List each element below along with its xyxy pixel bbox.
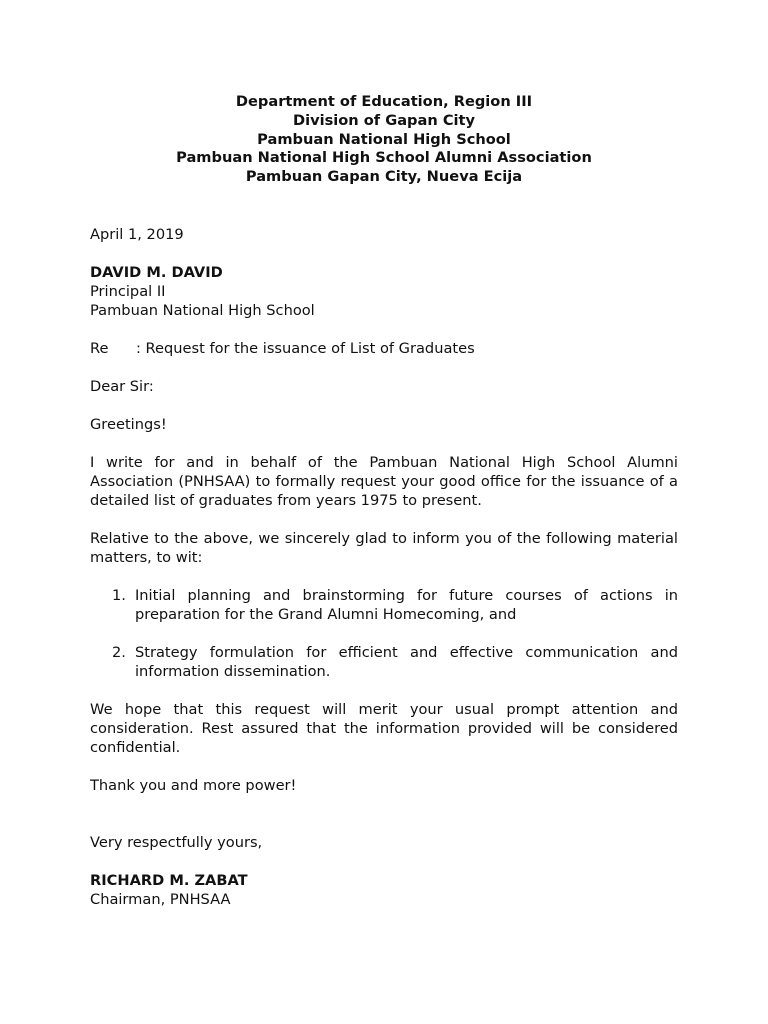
list-item-text: Initial planning and brainstorming for future courses of actions in preparation for the Grand Alumni Homecoming, and (135, 586, 678, 623)
signer-title: Chairman, PNHSAA (90, 890, 231, 908)
letterhead-department: Department of Education, Region III (235, 93, 533, 110)
complimentary-close: Very respectfully yours, (90, 833, 263, 851)
matters-list (90, 586, 678, 681)
list-item-number: 1. (112, 586, 126, 604)
list-item-number: 2. (112, 643, 126, 661)
letterhead-address: Pambuan Gapan City, Nueva Ecija (245, 168, 523, 186)
body-paragraph-request: I write for and in behalf of the Pambuan National High School Alumni Association (PNHSAA) to formally request your good office for the issuance of a detailed list of graduates from years 1975 to present. (90, 453, 678, 509)
thanks-line: Thank you and more power! (90, 776, 297, 794)
letterhead-school: Pambuan National High School (257, 130, 511, 148)
recipient-name: DAVID M. DAVID (90, 263, 223, 281)
recipient-title: Principal II (90, 282, 166, 300)
list-item-text: Strategy formulation for efficient and effective communication and information dissemination. (135, 643, 678, 680)
signer-name: RICHARD M. ZABAT (90, 871, 248, 889)
letter-page (90, 93, 678, 909)
subject-label: Re (90, 339, 109, 357)
letterhead-division: Division of Gapan City (292, 111, 476, 129)
letter-date: April 1, 2019 (90, 225, 184, 243)
salutation: Dear Sir: (90, 377, 154, 395)
list-item (90, 586, 678, 624)
list-item (90, 643, 678, 681)
recipient-school: Pambuan National High School (90, 301, 315, 319)
body-paragraph-closing: We hope that this request will merit your usual prompt attention and consideration. Rest assured that the information provided will be considered confidential. (90, 700, 678, 756)
body-paragraph-matters: Relative to the above, we sincerely glad to inform you of the following material matters, to wit: (90, 529, 678, 566)
greeting: Greetings! (90, 415, 167, 433)
letterhead-association: Pambuan National High School Alumni Association (176, 149, 592, 167)
letterhead (90, 93, 678, 187)
subject-text: : Request for the issuance of List of Graduates (136, 339, 475, 357)
subject-line (90, 339, 678, 358)
